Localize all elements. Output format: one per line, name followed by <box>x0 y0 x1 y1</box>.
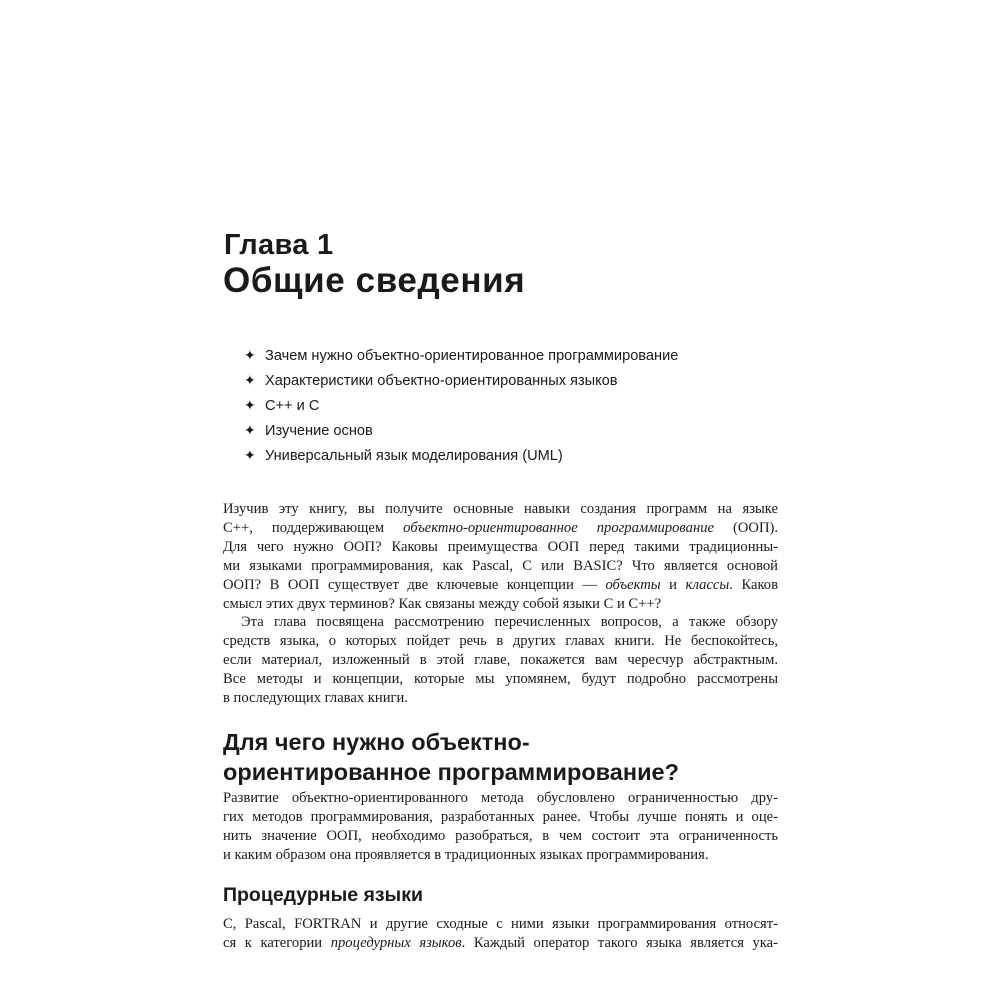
emphasized-term: процедурных языков <box>330 934 462 951</box>
four-point-star-icon: ✦ <box>244 422 256 438</box>
heading-line: Для чего нужно объектно- <box>223 729 530 755</box>
emphasized-term: объекты <box>605 576 661 593</box>
text-run: . Каждый оператор такого языка является ука- <box>461 934 779 951</box>
four-point-star-icon: ✦ <box>244 372 256 388</box>
chapter-contents-list <box>244 343 678 468</box>
list-item <box>244 393 678 418</box>
heading-line: ориентированное программирование? <box>223 759 679 785</box>
text-line: если материал, изложенный в этой главе, покажется вам чересчур абстрактным. <box>223 652 778 669</box>
text-run: C++, поддерживающем <box>223 519 404 536</box>
text-line <box>223 519 778 538</box>
text-run: (ООП). <box>713 519 778 536</box>
text-run: ООП? В ООП существует две ключевые концепции — <box>223 576 606 593</box>
text-line: Эта глава посвящена рассмотрению перечисленных вопросов, а также обзору <box>241 614 778 631</box>
emphasized-term: классы <box>685 576 730 593</box>
text-line: в последующих главах книги. <box>223 690 408 707</box>
chapter-label: Глава 1 <box>224 229 334 261</box>
text-line <box>223 934 778 953</box>
section-heading <box>223 727 679 787</box>
text-line <box>223 576 778 595</box>
text-line: C, Pascal, FORTRAN и другие сходные с ними языки программирования относят- <box>223 916 778 932</box>
subsection-paragraph <box>223 915 778 953</box>
four-point-star-icon: ✦ <box>244 397 256 413</box>
four-point-star-icon: ✦ <box>244 447 256 463</box>
intro-text <box>223 500 778 708</box>
intro-paragraph-2 <box>223 613 778 708</box>
text-run: ся к категории <box>223 934 331 951</box>
section-paragraph <box>223 789 778 865</box>
text-line: Для чего нужно ООП? Каковы преимущества ООП перед такими традиционны- <box>223 538 778 555</box>
list-item-text: Изучение основ <box>265 423 373 439</box>
list-item <box>244 343 678 368</box>
text-line: средств языка, о которых пойдет речь в других главах книги. Не беспокойтесь, <box>223 633 778 650</box>
paragraph <box>223 789 778 865</box>
text-run: . Каков <box>729 576 778 593</box>
emphasized-term: объектно-ориентированное программирование <box>403 519 714 536</box>
text-line: Изучив эту книгу, вы получите основные навыки создания программ на языке <box>223 501 778 517</box>
list-item-text: Универсальный язык моделирования (UML) <box>265 448 563 464</box>
text-line: Развитие объектно-ориентированного метода обусловлено ограниченностью дру- <box>223 790 778 806</box>
list-item-text: C++ и C <box>265 398 320 414</box>
list-item-text: Зачем нужно объектно-ориентированное программирование <box>265 348 679 364</box>
intro-paragraph-1 <box>223 500 778 613</box>
four-point-star-icon: ✦ <box>244 347 256 363</box>
list-item <box>244 368 678 393</box>
paragraph <box>223 915 778 953</box>
subsection-heading: Процедурные языки <box>223 884 423 906</box>
list-item <box>244 418 678 443</box>
chapter-title: Общие сведения <box>223 261 526 300</box>
text-line: нить значение ООП, необходимо разобраться, в чем состоит эта ограниченность <box>223 827 778 844</box>
text-line: Все методы и концепции, которые мы упомянем, будут подробно рассмотрены <box>223 671 778 688</box>
list-item <box>244 443 678 468</box>
text-line: гих методов программирования, разработанных ранее. Чтобы лучше понять и оце- <box>223 808 778 825</box>
text-line: смысл этих двух терминов? Как связаны между собой языки C и C++? <box>223 595 662 612</box>
text-line: и каким образом она проявляется в традиционных языках программирования. <box>223 846 709 863</box>
list-item-text: Характеристики объектно-ориентированных языков <box>265 373 618 389</box>
text-line: ми языками программирования, как Pascal, C или BASIC? Что является основой <box>223 557 778 574</box>
text-run: и <box>660 576 686 593</box>
